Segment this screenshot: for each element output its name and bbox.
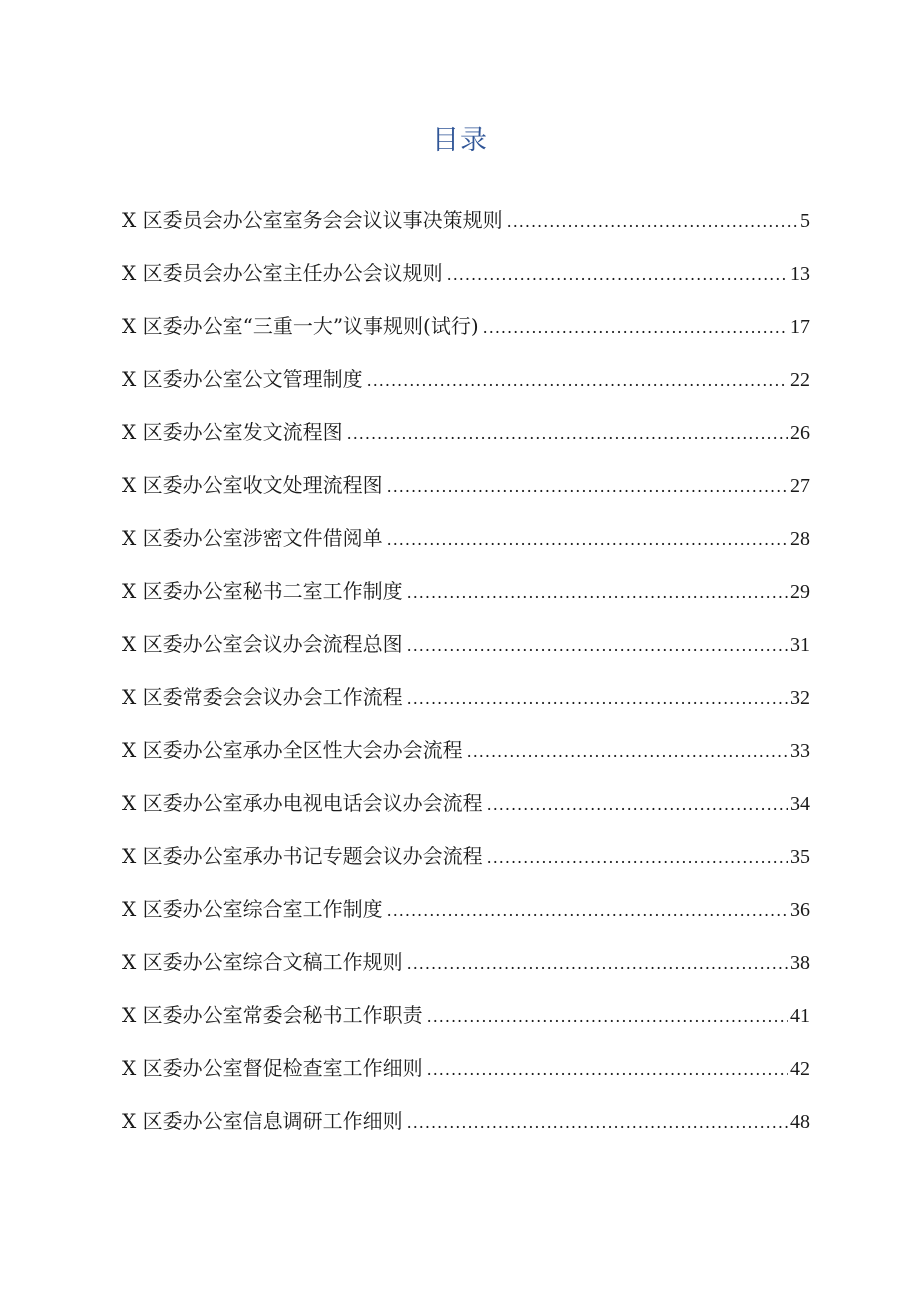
- toc-entry-title: X 区委办公室综合文稿工作规则: [122, 950, 403, 974]
- toc-entry-title: X 区委常委会会议办会工作流程: [122, 685, 403, 709]
- toc-leader-dots: [407, 944, 788, 984]
- toc-leader-dots: [427, 997, 788, 1037]
- toc-entry-title: X 区委员会办公室室务会会议议事决策规则: [122, 208, 503, 232]
- toc-entry-page: 42: [790, 1058, 810, 1080]
- toc-entry[interactable]: [122, 677, 810, 730]
- toc-entry-page: 29: [790, 581, 810, 603]
- toc-entry[interactable]: [122, 836, 810, 889]
- toc-entry[interactable]: [122, 465, 810, 518]
- toc-entry-title: X 区委办公室发文流程图: [122, 420, 343, 444]
- toc-entry[interactable]: [122, 783, 810, 836]
- toc-entry[interactable]: [122, 730, 810, 783]
- toc-entry-page: 48: [790, 1111, 810, 1133]
- toc-leader-dots: [367, 361, 788, 401]
- toc-entry-title: X 区委办公室“三重一大”议事规则(试行): [122, 314, 479, 338]
- toc-leader-dots: [347, 414, 788, 454]
- toc-leader-dots: [487, 785, 788, 825]
- toc-entry[interactable]: [122, 942, 810, 995]
- toc-entry-title: X 区委办公室会议办会流程总图: [122, 632, 403, 656]
- toc-entry-page: 38: [790, 952, 810, 974]
- toc-entry[interactable]: [122, 889, 810, 942]
- toc-entry[interactable]: [122, 359, 810, 412]
- toc-entry-page: 5: [800, 210, 810, 232]
- toc-entry-page: 35: [790, 846, 810, 868]
- toc-entry-page: 33: [790, 740, 810, 762]
- toc-entry-page: 17: [790, 316, 810, 338]
- toc-entry-title: X 区委办公室信息调研工作细则: [122, 1109, 403, 1133]
- toc-leader-dots: [387, 467, 788, 507]
- toc-leader-dots: [447, 255, 788, 295]
- toc-entry-title: X 区委办公室秘书二室工作制度: [122, 579, 403, 603]
- toc-leader-dots: [483, 308, 788, 348]
- toc-entry-title: X 区委办公室承办电视电话会议办会流程: [122, 791, 483, 815]
- toc-leader-dots: [407, 1103, 788, 1143]
- toc-entry[interactable]: [122, 1048, 810, 1101]
- toc-leader-dots: [507, 202, 798, 242]
- toc-entry-page: 28: [790, 528, 810, 550]
- toc-leader-dots: [487, 838, 788, 878]
- toc-entry-page: 13: [790, 263, 810, 285]
- toc-entry-page: 22: [790, 369, 810, 391]
- toc-entry-page: 26: [790, 422, 810, 444]
- toc-entry-title: X 区委办公室综合室工作制度: [122, 897, 383, 921]
- toc-list: [122, 200, 810, 1154]
- toc-entry-title: X 区委办公室收文处理流程图: [122, 473, 383, 497]
- toc-leader-dots: [387, 891, 788, 931]
- toc-entry[interactable]: [122, 253, 810, 306]
- toc-entry-title: X 区委办公室公文管理制度: [122, 367, 363, 391]
- toc-entry-page: 31: [790, 634, 810, 656]
- toc-entry-title: X 区委办公室督促检查室工作细则: [122, 1056, 423, 1080]
- toc-entry[interactable]: [122, 624, 810, 677]
- toc-entry-page: 36: [790, 899, 810, 921]
- toc-entry-page: 34: [790, 793, 810, 815]
- toc-leader-dots: [387, 520, 788, 560]
- toc-entry-title: X 区委员会办公室主任办公会议规则: [122, 261, 443, 285]
- toc-entry-title: X 区委办公室承办书记专题会议办会流程: [122, 844, 483, 868]
- toc-entry-page: 27: [790, 475, 810, 497]
- toc-entry-title: X 区委办公室常委会秘书工作职责: [122, 1003, 423, 1027]
- toc-entry-title: X 区委办公室涉密文件借阅单: [122, 526, 383, 550]
- toc-leader-dots: [407, 626, 788, 666]
- toc-entry[interactable]: [122, 200, 810, 253]
- toc-entry[interactable]: [122, 306, 810, 359]
- toc-entry[interactable]: [122, 571, 810, 624]
- toc-entry[interactable]: [122, 995, 810, 1048]
- toc-leader-dots: [467, 732, 788, 772]
- toc-leader-dots: [407, 573, 788, 613]
- toc-title: 目录: [432, 125, 488, 156]
- toc-entry-title: X 区委办公室承办全区性大会办会流程: [122, 738, 463, 762]
- toc-entry[interactable]: [122, 1101, 810, 1154]
- toc-entry-page: 41: [790, 1005, 810, 1027]
- toc-entry-page: 32: [790, 687, 810, 709]
- toc-entry[interactable]: [122, 412, 810, 465]
- toc-leader-dots: [407, 679, 788, 719]
- toc-entry[interactable]: [122, 518, 810, 571]
- toc-leader-dots: [427, 1050, 788, 1090]
